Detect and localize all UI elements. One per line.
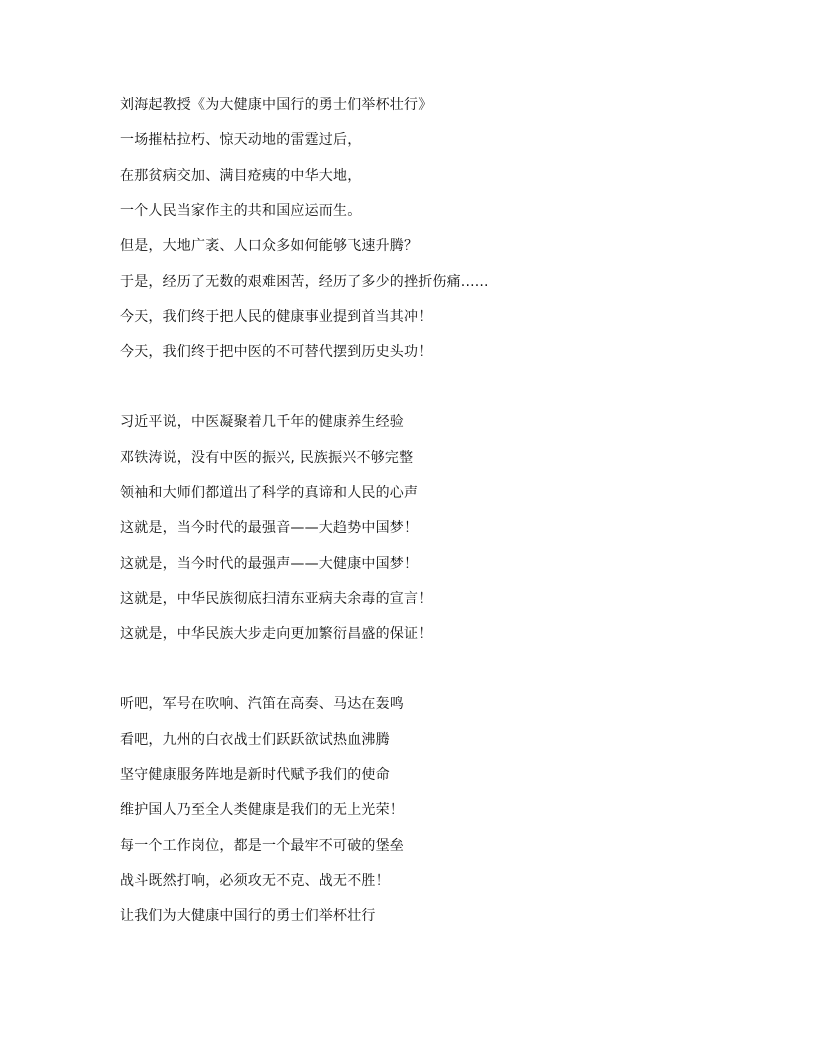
poem-line: 今天，我们终于把中医的不可替代摆到历史头功！ [120, 344, 433, 360]
poem-line: 邓铁涛说，没有中医的振兴, 民族振兴不够完整 [120, 450, 414, 466]
poem-line: 在那贫病交加、满目疮痍的中华大地， [120, 168, 362, 184]
poem-line: 这就是，当今时代的最强音——大趋势中国梦！ [120, 520, 419, 536]
poem-line: 于是，经历了无数的艰难困苦，经历了多少的挫折伤痛...... [120, 274, 489, 290]
poem-line: 领袖和大师们都道出了科学的真谛和人民的心声 [120, 485, 419, 501]
poem-line: 这就是，中华民族大步走向更加繁衍昌盛的保证！ [120, 626, 433, 642]
poem-line: 这就是，当今时代的最强声——大健康中国梦！ [120, 556, 419, 572]
poem-line: 一场摧枯拉朽、惊天动地的雷霆过后， [120, 132, 362, 148]
poem-line: 这就是，中华民族彻底扫清东亚病夫余毒的宣言！ [120, 591, 433, 607]
poem-line: 一个人民当家作主的共和国应运而生。 [120, 203, 362, 219]
poem-line: 让我们为大健康中国行的勇士们举杯壮行 [120, 908, 376, 924]
poem-line: 今天，我们终于把人民的健康事业提到首当其冲！ [120, 309, 433, 325]
poem-line: 每一个工作岗位，都是一个最牢不可破的堡垒 [120, 838, 404, 854]
poem-line: 听吧，军号在吹响、汽笛在高奏、马达在轰鸣 [120, 696, 404, 712]
poem-line: 坚守健康服务阵地是新时代赋予我们的使命 [120, 767, 390, 783]
poem-line: 但是，大地广袤、人口众多如何能够飞速升腾？ [120, 238, 419, 254]
poem-line: 战斗既然打响，必须攻无不克、战无不胜！ [120, 873, 390, 889]
poem-line: 看吧，九州的白衣战士们跃跃欲试热血沸腾 [120, 732, 390, 748]
poem-title: 刘海起教授《为大健康中国行的勇士们举杯壮行》 [120, 97, 433, 113]
poem-line: 维护国人乃至全人类健康是我们的无上光荣！ [120, 802, 404, 818]
poem-line: 习近平说，中医凝聚着几千年的健康养生经验 [120, 414, 404, 430]
